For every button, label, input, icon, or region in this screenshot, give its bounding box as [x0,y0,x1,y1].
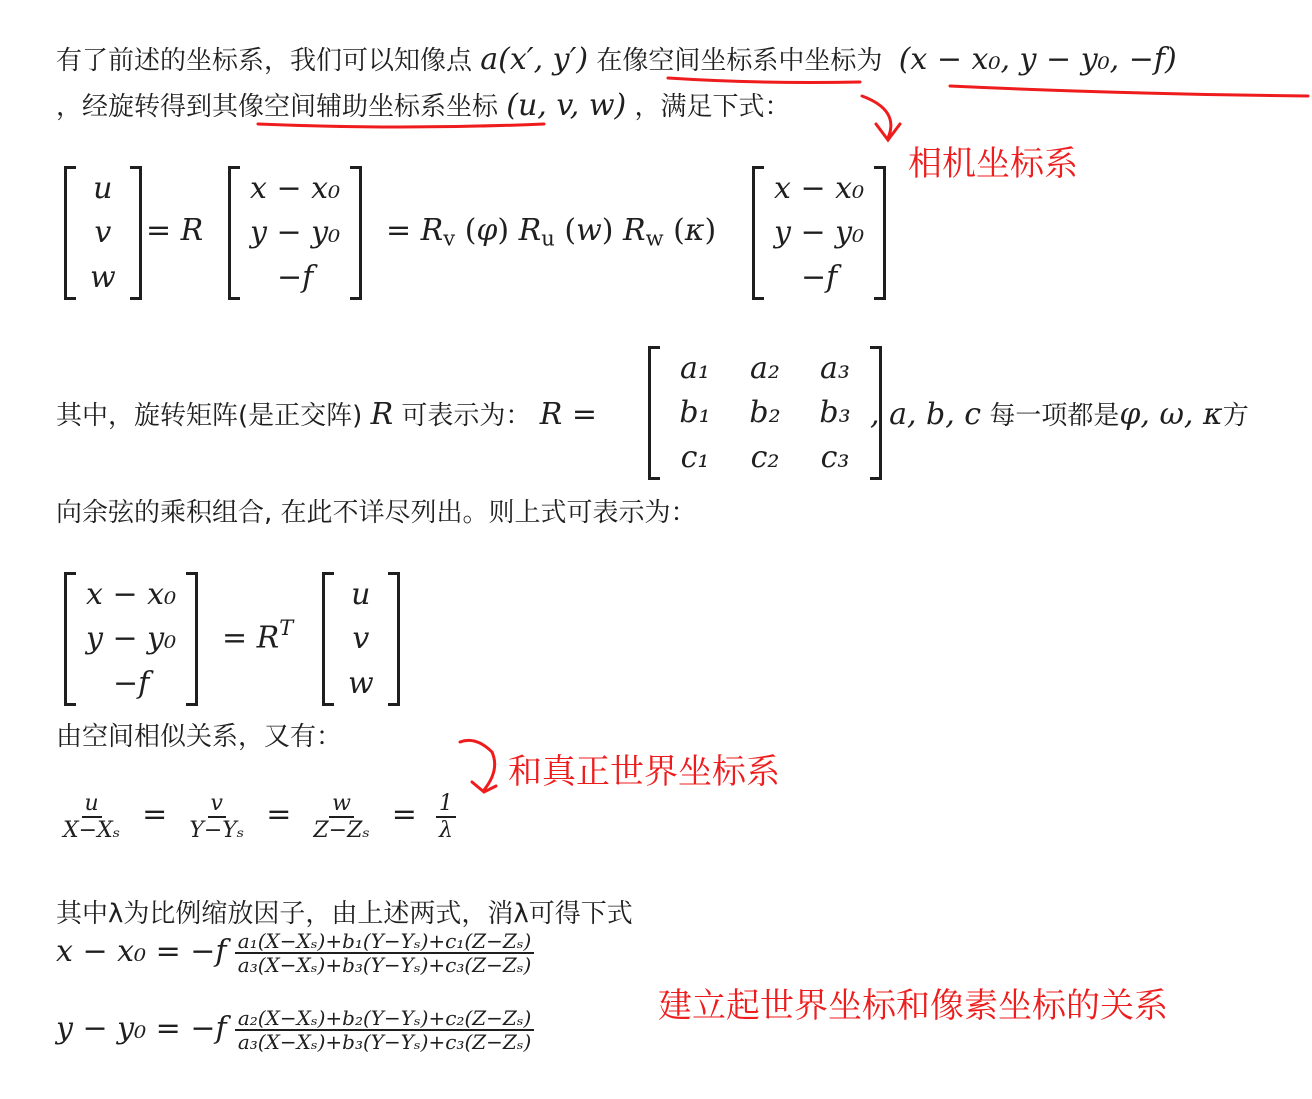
matrix-b2: b₂ [749,395,781,431]
matrix-c2: c₂ [750,440,780,476]
underline-coords [950,86,1308,96]
rotation-matrix-grid [660,346,870,480]
annotation-world-frame: 和真正世界坐标系 [508,752,780,792]
rotation-abc: , a, b, c [870,397,982,432]
eq1-lhs-matrix [64,166,142,300]
rotation-mid: 可表示为： [401,401,532,431]
underline-image-space [668,78,860,83]
collinearity-x [56,930,534,977]
arrow-to-world [460,740,496,792]
rotation-line-2: 向余弦的乘积组合, 在此不详尽列出。则上式可表示为： [56,498,697,528]
eq1-mid-row3: −f [276,260,314,296]
image-point-math: a(x′, y′) [480,42,589,77]
similarity-text: 由空间相似关系，又有： [56,722,343,752]
x-fraction: $\frac{\text{a₁(X−Xₛ)+b₁(Y−Yₛ)+c₁(Z−Zₛ)}}{\text{a₃(X−Xₛ)+b₃(Y−Yₛ)+c₃(Z−Zₛ)}}$ [235,930,534,977]
eq1-mid-matrix [228,166,362,300]
lambda-text: 其中λ为比例缩放因子，由上述两式，消λ可得下式 [56,899,633,929]
arrow-to-camera [862,96,900,140]
eq1-mid-row2: y − y₀ [250,215,341,251]
ratio-v: $\frac{v}{\text{Y−Yₛ}}$ [189,791,245,844]
rotation-R: R [370,397,394,432]
eq1-rhs-row1: x − x₀ [774,170,865,206]
matrix-a3: a₃ [820,350,850,386]
eq1-rhs-matrix [752,166,886,300]
intro-text-1: 有了前述的坐标系，我们可以知像点 [56,46,473,76]
matrix-c3: c₃ [820,440,850,476]
image-space-coords-math: (x − x₀, y − y₀, −f) [898,42,1177,77]
matrix-c1: c₁ [680,440,710,476]
intro-line-1 [56,40,1177,77]
x-lhs: x − x₀ = −f [56,934,227,969]
underline-aux-system [258,124,544,127]
eq2-lhs-row2: y − y₀ [86,621,177,657]
eq2-lhs-row1: x − x₀ [86,576,177,612]
eq2-equals-RT: = $R^T$ [222,616,294,656]
rotation-suffix [870,395,1249,432]
matrix-a1: a₁ [680,350,710,386]
y-fraction: $\frac{\text{a₂(X−Xₛ)+b₂(Y−Yₛ)+c₂(Z−Zₛ)}}{\text{a₃(X−Xₛ)+b₃(Y−Yₛ)+c₃(Z−Zₛ)}}$ [235,1007,534,1054]
eq2-rhs-v: v [352,621,370,657]
intro-line-2 [56,86,791,123]
y-lhs: y − y₀ = −f [56,1011,227,1046]
rotation-suffix-text: 每一项都是 [989,401,1120,431]
rotation-R-equals: R = [539,397,597,432]
ratio-u: $\frac{u}{\text{X−Xₛ}}$ [63,791,121,844]
intro-text-2: 在像空间坐标系中坐标为 [596,46,883,76]
rotation-matrix [648,346,882,480]
rotation-prefix: 其中，旋转矩阵(是正交阵) [56,401,363,431]
eq1-rotation-product: = $R_v$ (φ) $R_u$ (w) $R_w$ (κ) [386,213,717,251]
eq2-lhs-matrix [64,572,198,706]
ratio-w: $\frac{w}{\text{Z−Zₛ}}$ [313,791,370,844]
eq1-rhs-row2: y − y₀ [774,215,865,251]
collinearity-y [56,1007,534,1054]
intro-text-4: ，满足下式： [634,92,791,122]
eq2-rhs-u: u [351,576,371,612]
annotation-relation: 建立起世界坐标和像素坐标的关系 [658,986,1168,1026]
rotation-line-1 [56,395,597,432]
eq1-lhs-u: u [93,170,113,206]
eq2-rhs-w: w [348,666,374,702]
transpose-superscript: T [279,616,294,640]
matrix-b1: b₁ [679,395,711,431]
rotation-angles: φ, ω, κ [1119,397,1223,432]
eq2-lhs-row3: −f [112,666,150,702]
intro-text-3: ，经旋转得到其像空间辅助坐标系坐标 [56,92,499,122]
eq1-rhs-row3: −f [800,260,838,296]
matrix-b3: b₃ [819,395,851,431]
matrix-a2: a₂ [750,350,780,386]
rotation-suffix-text2: 方 [1222,401,1249,431]
eq1-lhs-v: v [94,215,112,251]
eq3-ratios: $\frac{u}{\text{X−Xₛ}}$ = $\frac{v}{\text{Y−Yₛ}}$ = $\frac{w}{\text{Z−Zₛ}}$ = $\frac{1}{\lambda}$ [60,792,456,843]
eq2-rhs-matrix [322,572,400,706]
eq1-lhs-w: w [90,260,116,296]
aux-coords-math: (u, v, w) [506,88,627,123]
eq1-mid-row1: x − x₀ [250,170,341,206]
ratio-lambda: $\frac{1}{\lambda}$ [436,792,456,843]
annotation-camera-frame: 相机坐标系 [908,144,1078,184]
eq1-equals-R: = R [146,213,204,248]
